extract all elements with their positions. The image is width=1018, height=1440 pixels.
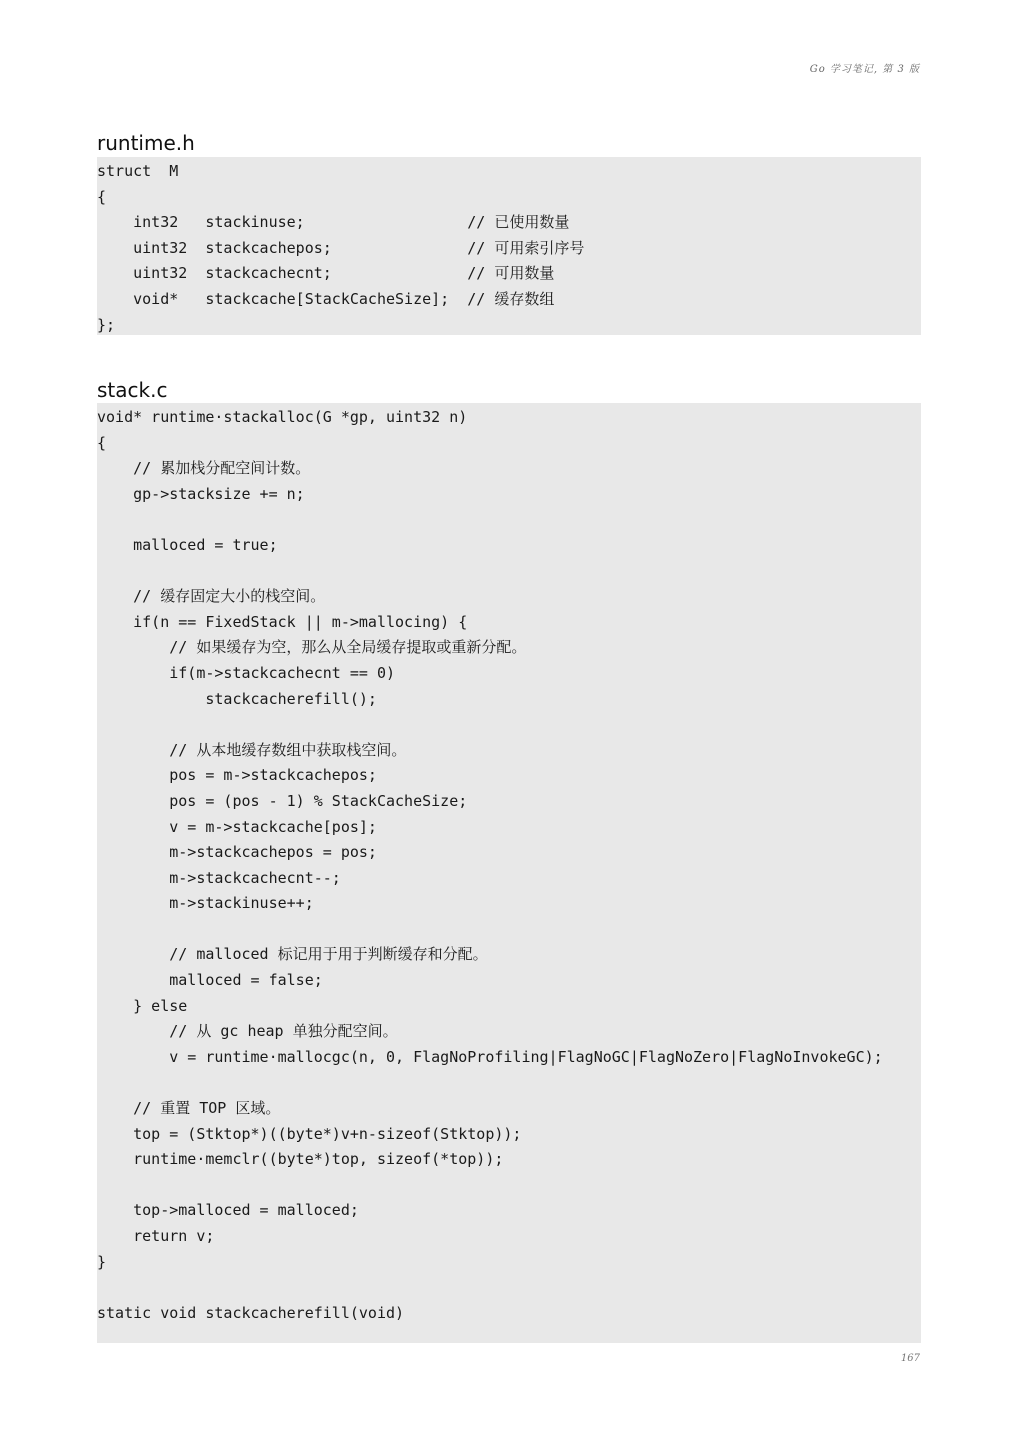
code-line: [97, 917, 921, 943]
code-line: // malloced 标记用于用于判断缓存和分配。: [97, 945, 488, 964]
page-number: 167: [900, 1353, 920, 1364]
code-line: pos = (pos - 1) % StackCacheSize;: [97, 791, 468, 810]
code-line: gp->stacksize += n;: [97, 484, 305, 503]
code-line: if(n == FixedStack || m->mallocing) {: [97, 612, 468, 631]
code-line: // 如果缓存为空，那么从全局缓存提取或重新分配。: [97, 638, 527, 657]
code-line: {: [97, 187, 107, 206]
code-line: int32 stackinuse; // 已使用数量: [97, 213, 570, 232]
section-title-stack-c: stack.c: [97, 378, 168, 402]
code-block-stack-c: [97, 403, 921, 1343]
code-line: top->malloced = malloced;: [97, 1201, 359, 1220]
code-line: // 重置 TOP 区域。: [97, 1099, 281, 1118]
code-line: v = runtime·mallocgc(n, 0, FlagNoProfiling|FlagNoGC|FlagNoZero|FlagNoInvokeGC);: [97, 1047, 883, 1066]
code-line: {: [97, 433, 107, 452]
code-block-runtime-h: [97, 157, 921, 335]
code-line: struct M: [97, 162, 179, 180]
code-line: pos = m->stackcachepos;: [97, 766, 377, 785]
code-line: top = (Stktop*)((byte*)v+n-sizeof(Stktop));: [97, 1124, 522, 1143]
code-line: runtime·memclr((byte*)top, sizeof(*top));: [97, 1150, 504, 1169]
code-line: // 从 gc heap 单独分配空间。: [97, 1022, 398, 1041]
code-line: [97, 1070, 921, 1096]
code-line: malloced = false;: [97, 971, 323, 990]
code-line: m->stackcachecnt--;: [97, 868, 341, 887]
code-line: static void stackcacherefill(void): [97, 1303, 405, 1322]
code-line: [97, 507, 921, 533]
code-line: m->stackinuse++;: [97, 894, 314, 913]
code-line: [97, 559, 921, 585]
code-line: void* stackcache[StackCacheSize]; // 缓存数组: [97, 289, 555, 308]
code-line: if(m->stackcachecnt == 0): [97, 663, 396, 682]
running-header: Go 学习笔记, 第 3 版: [809, 64, 920, 75]
code-line: return v;: [97, 1227, 215, 1245]
code-line: // 从本地缓存数组中获取栈空间。: [97, 740, 407, 759]
code-line: m->stackcachepos = pos;: [97, 843, 377, 862]
code-line: [97, 712, 921, 738]
code-line: } else: [97, 996, 188, 1015]
code-line: void* runtime·stackalloc(G *gp, uint32 n): [97, 408, 468, 426]
code-line: uint32 stackcachecnt; // 可用数量: [97, 264, 555, 283]
section-title-runtime-h: runtime.h: [97, 131, 195, 155]
code-line: v = m->stackcache[pos];: [97, 817, 377, 836]
code-line: stackcacherefill();: [97, 689, 377, 708]
code-line: }: [97, 1252, 107, 1271]
code-line: };: [97, 315, 116, 334]
code-line: uint32 stackcachepos; // 可用索引序号: [97, 238, 585, 257]
code-line: // 累加栈分配空间计数。: [97, 459, 311, 478]
code-line: [97, 1275, 921, 1301]
code-line: [97, 1173, 921, 1199]
code-line: malloced = true;: [97, 535, 278, 554]
code-line: // 缓存固定大小的栈空间。: [97, 587, 326, 606]
